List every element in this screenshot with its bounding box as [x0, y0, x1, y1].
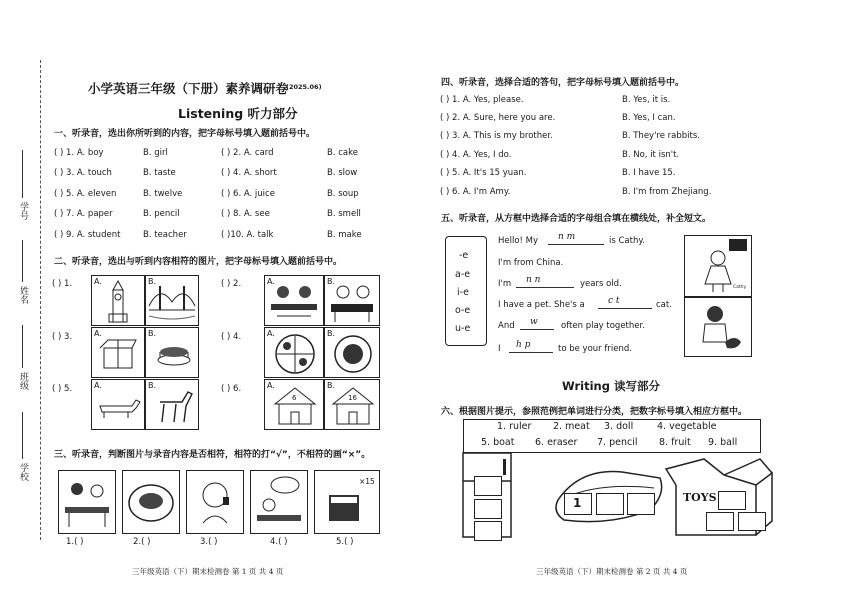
example-number: 1 — [573, 496, 582, 510]
students-desk-icon — [59, 471, 115, 533]
word-2: 2. meat — [553, 421, 590, 432]
stationery-answer-box-1[interactable] — [596, 493, 624, 515]
option-a-e: a-e — [455, 269, 471, 280]
q3-answer-4: 4.( ) — [270, 537, 288, 547]
toy-answer-box-1[interactable] — [706, 512, 734, 531]
house-b-number: 16 — [348, 394, 357, 402]
food-plate-icon — [265, 328, 323, 377]
children-eating-icon — [265, 276, 323, 325]
toys-label: TOYS — [683, 491, 717, 504]
blank-2-fill: n n — [526, 275, 541, 285]
writing-section-title: Writing 读写部分 — [562, 379, 660, 393]
word-8: 8. fruit — [659, 437, 691, 448]
girl-eating-icon — [187, 471, 243, 533]
page2-footer: 三年级英语（下）期末检测卷 第 2 页 共 4 页 — [536, 567, 688, 576]
student-no-line — [22, 150, 23, 198]
passage-line-6-suffix: to be your friend. — [558, 344, 632, 354]
blank-1[interactable] — [548, 244, 604, 245]
food-answer-box-1[interactable] — [474, 476, 502, 496]
word-3: 3. doll — [604, 421, 634, 432]
blank-3[interactable] — [598, 308, 652, 309]
exam-date: (2025.06) — [286, 83, 322, 91]
blank-2[interactable] — [516, 287, 574, 288]
side-label-student-no: 学号 — [18, 202, 28, 220]
toy-answer-box-2[interactable] — [738, 512, 766, 531]
q3-answer-5: 5.( ) — [336, 537, 354, 547]
blank-5-fill: h p — [516, 340, 531, 350]
children-table-icon — [325, 276, 379, 325]
q3-heading: 三、听录音，判断图片与录音内容是否相符，相符的打“√”，不相符的画“×”。 — [54, 450, 371, 460]
option-o-e: o-e — [455, 305, 471, 316]
passage-line-1-prefix: Hello! My — [498, 236, 539, 246]
blank-4-fill: w — [530, 317, 538, 327]
toy-answer-box-3[interactable] — [718, 491, 746, 510]
q2-5-option-a-dog-image: A. — [91, 379, 145, 430]
passage-line-3-suffix: years old. — [580, 279, 622, 289]
word-1: 1. ruler — [497, 421, 532, 432]
q2-item-3-number: ( ) 3. — [52, 332, 73, 342]
stationery-example-box — [564, 493, 592, 515]
word-4: 4. vegetable — [657, 421, 717, 432]
passage-line-4-prefix: I have a pet. She's a — [498, 300, 585, 310]
house-icon — [265, 380, 323, 429]
q2-3-option-a-gift-box-image: A. — [91, 327, 145, 378]
blank-1-fill: n m — [558, 232, 576, 242]
bridge-icon — [146, 276, 198, 325]
side-label-name: 姓名 — [18, 286, 28, 304]
q3-picture-3 — [186, 470, 244, 534]
q6-heading: 六、根据图片提示，参照范例把单词进行分类，把数字标号填入相应方框中。 — [441, 407, 748, 417]
name-line — [22, 240, 23, 282]
q2-3-option-b-cake-image: B. — [145, 327, 199, 378]
q2-1-option-a-tower-image: A. — [91, 275, 145, 326]
q2-item-1-number: ( ) 1. — [52, 279, 73, 289]
girl-with-cat-icon — [685, 298, 751, 356]
cathy-flag-image — [684, 235, 752, 297]
q3-picture-5 — [314, 470, 380, 534]
stationery-answer-box-2[interactable] — [627, 493, 655, 515]
q2-6-option-a-house-image: A. 6 — [264, 379, 324, 430]
blank-5[interactable] — [509, 352, 553, 353]
books-count: ×15 — [359, 477, 375, 486]
word-5: 5. boat — [481, 437, 515, 448]
q4-heading: 四、听录音，选择合适的答句，把字母标号填入题前括号中。 — [441, 78, 685, 88]
steak-plate-icon — [123, 471, 179, 533]
cake-icon — [146, 328, 198, 377]
q3-answer-1: 1.( ) — [66, 537, 84, 547]
q3-picture-4 — [250, 470, 308, 534]
option-i-e: i-e — [457, 287, 469, 298]
q2-item-2-number: ( ) 2. — [221, 279, 242, 289]
passage-line-4-suffix: cat. — [656, 300, 672, 310]
q2-item-6-number: ( ) 6. — [221, 384, 242, 394]
q3-answer-3: 3.( ) — [200, 537, 218, 547]
q2-2-option-b-kids-image: B. — [324, 275, 380, 326]
word-6: 6. eraser — [535, 437, 578, 448]
q2-4-option-a-plate-image: A. — [264, 327, 324, 378]
side-label-class: 班级 — [18, 372, 28, 390]
class-line — [22, 325, 23, 368]
q2-4-option-b-plate-image: B. — [324, 327, 380, 378]
page1-footer: 三年级英语（下）期末检测卷 第 1 页 共 4 页 — [132, 567, 284, 576]
q2-5-option-b-dog-image: B. — [145, 379, 199, 430]
q3-picture-2 — [122, 470, 180, 534]
q2-item-5-number: ( ) 5. — [52, 384, 73, 394]
blank-3-fill: c t — [608, 296, 620, 306]
food-answer-box-2[interactable] — [474, 499, 502, 519]
side-label-school: 学校 — [18, 463, 28, 481]
word-7: 7. pencil — [597, 437, 638, 448]
binding-line — [40, 60, 42, 540]
q2-heading: 二、听录音，选出与听到内容相符的图片，把字母标号填入题前括号中。 — [54, 257, 343, 267]
passage-line-2: I'm from China. — [498, 258, 564, 268]
q3-answer-2: 2.( ) — [133, 537, 151, 547]
dachshund-icon — [92, 380, 144, 429]
q5-heading: 五、听录音，从方框中选择合适的字母组合填在横线处，补全短文。 — [441, 214, 712, 224]
passage-line-3-prefix: I'm — [498, 279, 512, 289]
q2-2-option-a-kids-image: A. — [264, 275, 324, 326]
tower-icon — [92, 276, 144, 325]
gift-box-icon — [92, 328, 144, 377]
q1-heading: 一、听录音，选出你所听到的内容，把字母标号填入题前括号中。 — [54, 129, 316, 139]
blank-4[interactable] — [520, 329, 554, 330]
option-e: -e — [459, 250, 469, 261]
passage-line-1-suffix: is Cathy. — [609, 236, 645, 246]
page-title: 小学英语三年级（下册）素养调研卷 — [88, 81, 289, 96]
cathy-caption: Cathy — [733, 285, 747, 290]
girl-with-cat-image — [684, 297, 752, 357]
passage-line-5-prefix: And — [498, 321, 515, 331]
people-talking-icon — [251, 471, 307, 533]
food-answer-box-3[interactable] — [474, 521, 502, 541]
q2-1-option-b-bridge-image: B. — [145, 275, 199, 326]
greyhound-icon — [146, 380, 198, 429]
option-u-e: u-e — [455, 323, 471, 334]
word-9: 9. ball — [708, 437, 738, 448]
passage-line-5-suffix: often play together. — [561, 321, 645, 331]
school-line — [22, 412, 23, 459]
house-icon — [325, 380, 379, 429]
passage-line-6-prefix: I — [498, 344, 501, 354]
salad-plate-icon — [325, 328, 379, 377]
q3-picture-1 — [58, 470, 116, 534]
q2-6-option-b-house-image: B. 16 — [324, 379, 380, 430]
listening-section-title: Listening 听力部分 — [178, 106, 298, 121]
q2-item-4-number: ( ) 4. — [221, 332, 242, 342]
house-a-number: 6 — [292, 394, 297, 402]
